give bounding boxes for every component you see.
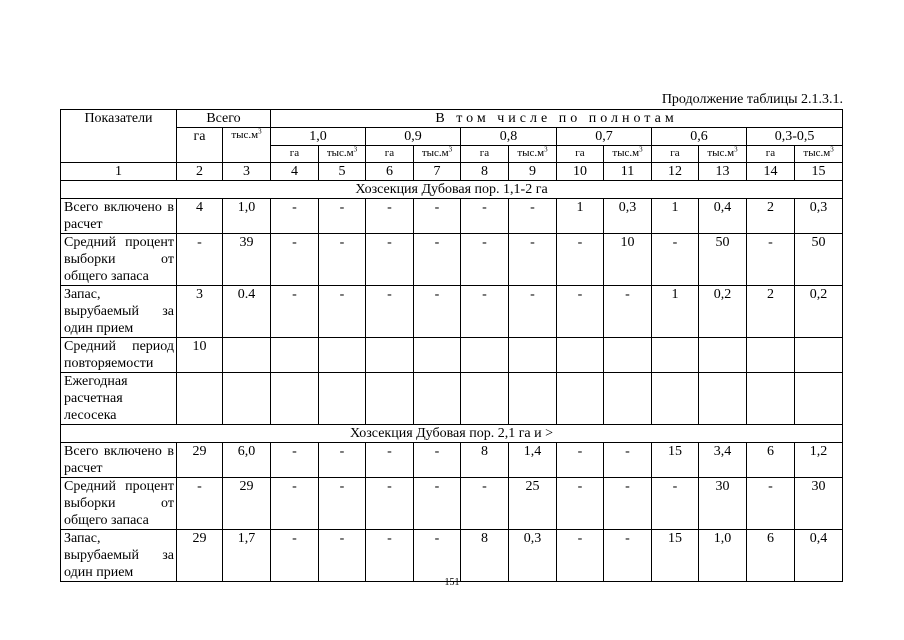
table-cell: - bbox=[319, 478, 366, 530]
table-cell: 29 bbox=[177, 530, 223, 582]
unit-ga-header: га bbox=[652, 146, 699, 163]
unit-ga-header: га bbox=[557, 146, 604, 163]
table-cell: 29 bbox=[177, 443, 223, 478]
unit-ga-header: га bbox=[461, 146, 509, 163]
table-cell bbox=[795, 338, 843, 373]
table-cell: - bbox=[366, 530, 414, 582]
column-number: 10 bbox=[557, 163, 604, 181]
table-cell bbox=[414, 373, 461, 425]
table-cell: - bbox=[366, 443, 414, 478]
table-cell bbox=[223, 338, 271, 373]
column-number: 3 bbox=[223, 163, 271, 181]
table-cell: 0,3 bbox=[795, 199, 843, 234]
table-cell: - bbox=[271, 199, 319, 234]
table-cell: 2 bbox=[747, 199, 795, 234]
unit-volume-header: $тыс.м^3$ bbox=[414, 146, 461, 163]
unit-volume-header: $тыс.м^3$ bbox=[699, 146, 747, 163]
column-number: 1 bbox=[61, 163, 177, 181]
row-label: Запас, вырубаемый за один прием bbox=[61, 286, 177, 338]
table-cell: - bbox=[557, 530, 604, 582]
table-cell: 1,0 bbox=[699, 530, 747, 582]
unit-volume-header: $тыс.м^3$ bbox=[509, 146, 557, 163]
table-cell: 39 bbox=[223, 234, 271, 286]
column-number: 11 bbox=[604, 163, 652, 181]
table-cell: - bbox=[461, 286, 509, 338]
row-label: Средний процент выборки от общего запаса bbox=[61, 234, 177, 286]
table-cell: 4 bbox=[177, 199, 223, 234]
table-cell bbox=[271, 338, 319, 373]
table-cell: 1 bbox=[557, 199, 604, 234]
table-cell: 3,4 bbox=[699, 443, 747, 478]
table-cell: - bbox=[604, 478, 652, 530]
table-cell: - bbox=[747, 234, 795, 286]
density-group-header: В том числе по полнотам bbox=[271, 110, 843, 128]
table-cell: - bbox=[557, 443, 604, 478]
table-cell: 0,2 bbox=[795, 286, 843, 338]
table-cell: 10 bbox=[604, 234, 652, 286]
density-header: 0,9 bbox=[366, 128, 461, 146]
unit-volume-header: $тыс.м^3$ bbox=[604, 146, 652, 163]
indicator-header: Показатели bbox=[61, 110, 177, 163]
table-cell: 1,0 bbox=[223, 199, 271, 234]
table-cell: 0.4 bbox=[223, 286, 271, 338]
table-cell: 8 bbox=[461, 443, 509, 478]
column-number: 2 bbox=[177, 163, 223, 181]
table-cell bbox=[747, 338, 795, 373]
column-number: 9 bbox=[509, 163, 557, 181]
table-cell: - bbox=[557, 286, 604, 338]
table-cell bbox=[414, 338, 461, 373]
density-header: 0,3-0,5 bbox=[747, 128, 843, 146]
table-cell: - bbox=[414, 234, 461, 286]
row-label: Запас, вырубаемый за один прием bbox=[61, 530, 177, 582]
table-row bbox=[61, 286, 843, 338]
unit-ga-header: га bbox=[747, 146, 795, 163]
table-cell: - bbox=[414, 199, 461, 234]
table-cell: - bbox=[414, 286, 461, 338]
table-cell: 0,4 bbox=[795, 530, 843, 582]
table-cell: - bbox=[271, 286, 319, 338]
table-cell: 25 bbox=[509, 478, 557, 530]
table-cell: 15 bbox=[652, 443, 699, 478]
table-cell bbox=[223, 373, 271, 425]
table-cell: 6 bbox=[747, 530, 795, 582]
table-cell: 6,0 bbox=[223, 443, 271, 478]
row-label: Ежегодная расчетная лесосека bbox=[61, 373, 177, 425]
table-row bbox=[61, 443, 843, 478]
table-cell bbox=[604, 373, 652, 425]
section-title: Хозсекция Дубовая пор. 2,1 га и > bbox=[61, 425, 843, 443]
table-cell bbox=[461, 338, 509, 373]
row-label: Средний период повторяемости bbox=[61, 338, 177, 373]
table-cell: - bbox=[319, 199, 366, 234]
table-cell: - bbox=[461, 478, 509, 530]
density-header: 0,6 bbox=[652, 128, 747, 146]
unit-ga-header: га bbox=[271, 146, 319, 163]
table-cell: - bbox=[319, 530, 366, 582]
table-cell bbox=[604, 338, 652, 373]
table-cell bbox=[795, 373, 843, 425]
page-number: 151 bbox=[444, 577, 460, 588]
table-cell bbox=[557, 338, 604, 373]
table-cell bbox=[319, 338, 366, 373]
table-cell bbox=[699, 373, 747, 425]
column-number: 13 bbox=[699, 163, 747, 181]
total-volume-header: $тыс.м^3$ bbox=[223, 128, 271, 163]
table-cell: - bbox=[604, 530, 652, 582]
table-row bbox=[61, 338, 843, 373]
column-number: 14 bbox=[747, 163, 795, 181]
column-number: 8 bbox=[461, 163, 509, 181]
table-cell bbox=[271, 373, 319, 425]
table-cell: - bbox=[414, 530, 461, 582]
table-cell: 1,4 bbox=[509, 443, 557, 478]
table-cell: - bbox=[414, 478, 461, 530]
table-cell: 50 bbox=[699, 234, 747, 286]
table-cell: 0,3 bbox=[604, 199, 652, 234]
unit-ga-header: га bbox=[366, 146, 414, 163]
table-cell: 50 bbox=[795, 234, 843, 286]
table-cell bbox=[319, 373, 366, 425]
total-header: Всего bbox=[177, 110, 271, 128]
table-cell bbox=[366, 373, 414, 425]
unit-volume-header: $тыс.м^3$ bbox=[319, 146, 366, 163]
table-row bbox=[61, 234, 843, 286]
table-cell: - bbox=[319, 234, 366, 286]
row-label: Всего включено в расчет bbox=[61, 199, 177, 234]
column-number: 4 bbox=[271, 163, 319, 181]
table-cell: - bbox=[652, 478, 699, 530]
table-cell bbox=[177, 373, 223, 425]
section-title: Хозсекция Дубовая пор. 1,1-2 га bbox=[61, 181, 843, 199]
table-row bbox=[61, 530, 843, 582]
table-cell: 8 bbox=[461, 530, 509, 582]
table-cell: - bbox=[557, 478, 604, 530]
table-cell bbox=[747, 373, 795, 425]
table-cell: - bbox=[319, 286, 366, 338]
table-cell: 0,3 bbox=[509, 530, 557, 582]
column-number: 5 bbox=[319, 163, 366, 181]
table-cell bbox=[699, 338, 747, 373]
table-cell: - bbox=[366, 478, 414, 530]
table-cell: 2 bbox=[747, 286, 795, 338]
table-cell: 30 bbox=[795, 478, 843, 530]
table-cell: 15 bbox=[652, 530, 699, 582]
table-cell bbox=[509, 338, 557, 373]
unit-volume-header: $тыс.м^3$ bbox=[795, 146, 843, 163]
table-cell: - bbox=[177, 478, 223, 530]
table-cell: 0,2 bbox=[699, 286, 747, 338]
data-table bbox=[60, 109, 843, 582]
table-cell bbox=[652, 338, 699, 373]
table-cell: 6 bbox=[747, 443, 795, 478]
table-cell: - bbox=[366, 199, 414, 234]
table-cell: - bbox=[271, 443, 319, 478]
table-cell: - bbox=[652, 234, 699, 286]
column-number: 6 bbox=[366, 163, 414, 181]
table-row bbox=[61, 199, 843, 234]
table-cell: - bbox=[366, 286, 414, 338]
table-cell: 3 bbox=[177, 286, 223, 338]
table-cell: - bbox=[461, 234, 509, 286]
table-cell: - bbox=[366, 234, 414, 286]
table-cell bbox=[557, 373, 604, 425]
row-label: Всего включено в расчет bbox=[61, 443, 177, 478]
total-ga-header: га bbox=[177, 128, 223, 163]
table-cell: - bbox=[271, 530, 319, 582]
table-cell: - bbox=[604, 286, 652, 338]
table-cell: - bbox=[319, 443, 366, 478]
table-cell: 1,2 bbox=[795, 443, 843, 478]
table-cell: - bbox=[414, 443, 461, 478]
table-cell: 1 bbox=[652, 199, 699, 234]
column-number: 15 bbox=[795, 163, 843, 181]
table-caption: Продолжение таблицы 2.1.3.1. bbox=[661, 92, 843, 107]
table-cell: 10 bbox=[177, 338, 223, 373]
table-cell: - bbox=[509, 286, 557, 338]
table-cell: - bbox=[177, 234, 223, 286]
table-cell: - bbox=[604, 443, 652, 478]
table-cell bbox=[461, 373, 509, 425]
density-header: 0,8 bbox=[461, 128, 557, 146]
table-cell: - bbox=[509, 199, 557, 234]
table-row bbox=[61, 478, 843, 530]
density-header: 1,0 bbox=[271, 128, 366, 146]
table-cell: - bbox=[509, 234, 557, 286]
table-cell: - bbox=[461, 199, 509, 234]
table-cell: - bbox=[747, 478, 795, 530]
table-cell: 30 bbox=[699, 478, 747, 530]
table-cell: - bbox=[271, 478, 319, 530]
table-cell: 1 bbox=[652, 286, 699, 338]
table-cell: - bbox=[557, 234, 604, 286]
table-cell: 29 bbox=[223, 478, 271, 530]
column-number: 12 bbox=[652, 163, 699, 181]
table-cell bbox=[652, 373, 699, 425]
table-cell: - bbox=[271, 234, 319, 286]
density-header: 0,7 bbox=[557, 128, 652, 146]
table-cell bbox=[509, 373, 557, 425]
column-number: 7 bbox=[414, 163, 461, 181]
row-label: Средний процент выборки от общего запаса bbox=[61, 478, 177, 530]
table-cell bbox=[366, 338, 414, 373]
table-cell: 0,4 bbox=[699, 199, 747, 234]
table-cell: 1,7 bbox=[223, 530, 271, 582]
table-row bbox=[61, 373, 843, 425]
